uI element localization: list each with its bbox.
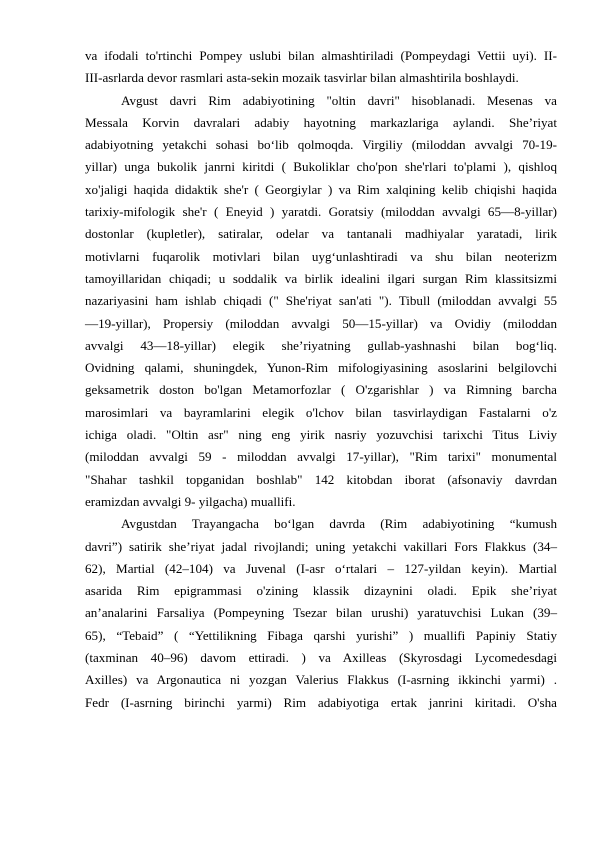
text-line: adabiyotning yetakchi sohasi bo‘lib qolmoqda. Virgiliy (miloddan avvalgi 70-19- bbox=[85, 137, 557, 153]
text-line: nazariyasini ham ishlab chiqadi (" She'riyat san'ati "). Tibull (miloddan avvalgi 55 bbox=[85, 293, 557, 309]
text-line: yillar) unga bukolik janrni kiritdi ( Bukoliklar cho'pon she'rlari to'plami ), qishloq bbox=[85, 159, 557, 175]
text-line: 62), Martial (42–104) va Juvenal (I-asr o‘rtalari – 127-yildan keyin). Martial bbox=[85, 560, 557, 576]
text-line: motivlarni fuqarolik motivlari bilan uyg‘unlashtiradi va shu bilan neoterizm bbox=[85, 248, 557, 264]
text-line: tarixiy-mifologik she'r ( Eneyid ) yaratdi. Goratsiy (miloddan avvalgi 65—8-yillar) bbox=[85, 204, 557, 220]
text-line: asarida Rim epigrammasi o'zining klassik dizaynini oladi. Epik she’riyat bbox=[85, 583, 557, 599]
text-line: III-asrlarda devor rasmlari asta-sekin mozaik tasvirlar bilan almashtirila boshlaydi. bbox=[85, 70, 519, 86]
text-line: an’analarini Farsaliya (Pompeyning Tsezar bilan urushi) yaratuvchisi Lukan (39– bbox=[85, 605, 557, 621]
text-line: eramizdan avvalgi 9- yilgacha) muallifi. bbox=[85, 493, 296, 509]
document-body bbox=[85, 45, 557, 714]
text-line: Fedr (I-asrning birinchi yarmi) Rim adabiyotiga ertak janrini kiritadi. O'sha bbox=[85, 694, 557, 710]
text-line: Ovidning qalami, shuningdek, Yunon-Rim mifologiyasining asoslarini belgilovchi bbox=[85, 360, 557, 376]
text-line: (taxminan 40–96) davom ettiradi. ) va Axilleas (Skyrosdagi Lycomedesdagi bbox=[85, 650, 557, 666]
text-line: ichiga oladi. "Oltin asr" ning eng yirik nasriy yozuvchisi tarixchi Titus Liviy bbox=[85, 427, 557, 443]
text-line: dostonlar (kupletler), satiralar, odelar va tantanali madhiyalar yaratadi, lirik bbox=[85, 226, 557, 242]
text-line: davri”) satirik she’riyat jadal rivojlandi; uning yetakchi vakillari Fors Flakkus (34– bbox=[85, 538, 557, 554]
text-line: Axilles) va Argonautica ni yozgan Valerius Flakkus (I-asrning ikkinchi yarmi) . bbox=[85, 672, 557, 688]
text-line: xo'jaligi haqida didaktik she'r ( Georgiylar ) va Rim xalqining kelib chiqishi haqida bbox=[85, 181, 557, 197]
text-line: Avgustdan Trayangacha bo‘lgan davrda (Rim adabiyotining “kumush bbox=[121, 516, 557, 532]
text-line: —19-yillar), Propersiy (miloddan avvalgi 50—15-yillar) va Ovidiy (miloddan bbox=[85, 315, 557, 331]
text-line: Messala Korvin davralari adabiy hayotning markazlariga aylandi. She’riyat bbox=[85, 114, 557, 130]
text-line: Avgust davri Rim adabiyotining "oltin davri" hisoblanadi. Mesenas va bbox=[121, 92, 557, 108]
text-line: geksametrik doston bo'lgan Metamorfozlar ( O'zgarishlar ) va Rimning barcha bbox=[85, 382, 557, 398]
text-line: "Shahar tashkil topganidan boshlab" 142 kitobdan iborat (afsonaviy davrdan bbox=[85, 471, 557, 487]
text-line: (miloddan avvalgi 59 - miloddan avvalgi 17-yillar), "Rim tarixi" monumental bbox=[85, 449, 557, 465]
text-line: avvalgi 43—18-yillar) elegik she’riyatning gullab-yashnashi bilan bog‘liq. bbox=[85, 337, 557, 353]
text-line: tamoyillaridan chiqadi; u soddalik va birlik idealini ilgari surgan Rim klassitsizmi bbox=[85, 270, 557, 286]
text-line: va ifodali to'rtinchi Pompey uslubi bilan almashtiriladi (Pompeydagi Vettii uyi). II- bbox=[85, 48, 557, 63]
text-line: marosimlari va bayramlarini elegik o'lchov bilan tasvirlaydigan Fastalarni o'z bbox=[85, 404, 557, 420]
text-line: 65), “Tebaid” ( “Yettilikning Fibaga qarshi yurishi” ) muallifi Papiniy Statiy bbox=[85, 627, 557, 643]
